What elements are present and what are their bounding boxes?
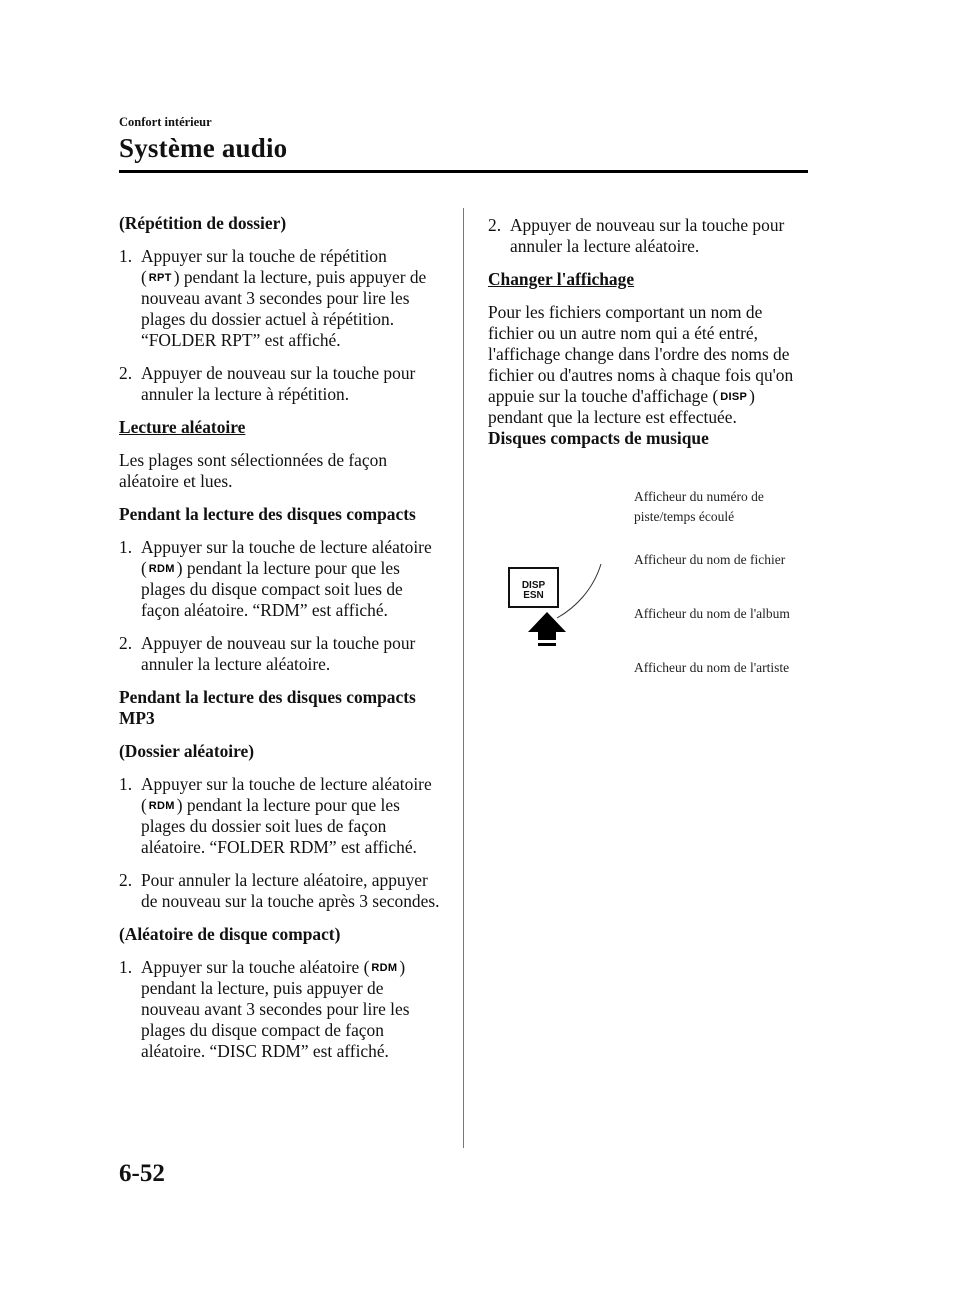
cd-step-1 [119, 537, 441, 621]
left-column [119, 213, 441, 1074]
rdm-key-icon: RDM [371, 962, 398, 974]
rpt-key-icon: RPT [148, 272, 172, 284]
page-number: 6-52 [119, 1160, 165, 1187]
repeat-step-2 [119, 363, 441, 405]
step-text: ) pendant la lecture, puis appuyer de nouveau avant 3 secondes pour lire les plages du disque compact de façon aléatoire. “DISC RDM” est affiché. [141, 957, 410, 1061]
step-number: 1. [119, 957, 133, 977]
step-number: 2. [119, 633, 133, 653]
display-cycle-bracket-icon [555, 560, 605, 620]
random-play-intro: Les plages sont sélectionnées de façon aléatoire et lues. [119, 450, 388, 491]
step-text: Appuyer sur la touche aléatoire ( [141, 957, 370, 977]
repeat-folder-heading: (Répétition de dossier) [119, 213, 287, 233]
mp3-heading: Pendant la lecture des disques compacts MP3 [119, 687, 416, 728]
title-rule [119, 170, 808, 173]
step-text: Appuyer sur la touche de lecture aléatoire ( [141, 537, 432, 578]
step-number: 1. [119, 537, 133, 557]
step-text: Appuyer de nouveau sur la touche pour annuler la lecture à répétition. [141, 363, 416, 404]
column-divider [463, 208, 464, 1148]
disc-step-1 [119, 957, 441, 1062]
step-text: Pour annuler la lecture aléatoire, appuyer de nouveau sur la touche après 3 secondes. [141, 870, 440, 911]
caption-track-time: Afficheur du numéro de piste/temps écoulé [634, 489, 764, 524]
step-number: 2. [119, 870, 133, 890]
right-column [488, 215, 810, 461]
disp-button-icon [508, 567, 559, 608]
disp-key-icon: DISP [720, 391, 748, 403]
repeat-step-1: 1. Appuyer sur la touche de répétition ( RPT ) pendant la lecture, puis appuyer de nouveau avant 3 secondes pour lire les plages du dossier actuel à répétition. “FOLDER RPT” est affiché. [119, 246, 427, 350]
step-text: Appuyer sur la touche de lecture aléatoire ( [141, 774, 432, 815]
disc-random-heading: (Aléatoire de disque compact) [119, 924, 341, 944]
step-number: 2. [119, 363, 133, 383]
cd-heading: Pendant la lecture des disques compacts [119, 504, 416, 524]
disp-button-label: DISP [521, 580, 546, 591]
paragraph-text: Pour les fichiers comportant un nom de fichier ou un autre nom qui a été entré, l'affichage change dans l'ordre des noms de fichier ou d'autres noms à chaque fois qu'on appuie sur la touche d'affichage ( [488, 302, 794, 406]
random-cancel-step-2 [488, 215, 810, 257]
section-label: Confort intérieur [119, 115, 212, 129]
folder-step-2 [119, 870, 441, 912]
step-text: Appuyer sur la touche de répétition [141, 246, 387, 266]
step-text: ) pendant la lecture pour que les plages du disque compact soit lues de façon aléatoire. “RDM” est affiché. [141, 558, 403, 620]
step-number: 2. [488, 215, 502, 235]
step-text: ) pendant la lecture, puis appuyer de nouveau avant 3 secondes pour lire les plages du dossier actuel à répétition. “FOLDER RPT” est affiché. [141, 267, 427, 350]
caption-file-name: Afficheur du nom de fichier [634, 552, 786, 567]
change-display-title: Changer l'affichage [488, 269, 635, 289]
step-text: Appuyer de nouveau sur la touche pour annuler la lecture aléatoire. [510, 215, 785, 256]
rdm-key-icon: RDM [148, 563, 175, 575]
folder-step-1 [119, 774, 441, 858]
rdm-key-icon: RDM [148, 800, 175, 812]
step-text: Appuyer de nouveau sur la touche pour annuler la lecture aléatoire. [141, 633, 416, 674]
step-text: ) pendant la lecture pour que les plages du dossier soit lues de façon aléatoire. “FOLDER RDM” est affiché. [141, 795, 417, 857]
change-display-text [488, 302, 810, 428]
caption-album-name: Afficheur du nom de l'album [634, 606, 790, 621]
step-number: 1. [119, 246, 133, 266]
esn-button-label: ESN [523, 590, 544, 601]
page-title: Système audio [119, 133, 288, 163]
step-number: 1. [119, 774, 133, 794]
random-folder-heading: (Dossier aléatoire) [119, 741, 255, 761]
paragraph-text: ) pendant que la lecture est effectuée. [488, 386, 755, 427]
music-cd-heading: Disques compacts de musique [488, 428, 709, 448]
cd-step-2 [119, 633, 441, 675]
random-play-title: Lecture aléatoire [119, 417, 246, 437]
caption-artist-name: Afficheur du nom de l'artiste [634, 660, 790, 675]
